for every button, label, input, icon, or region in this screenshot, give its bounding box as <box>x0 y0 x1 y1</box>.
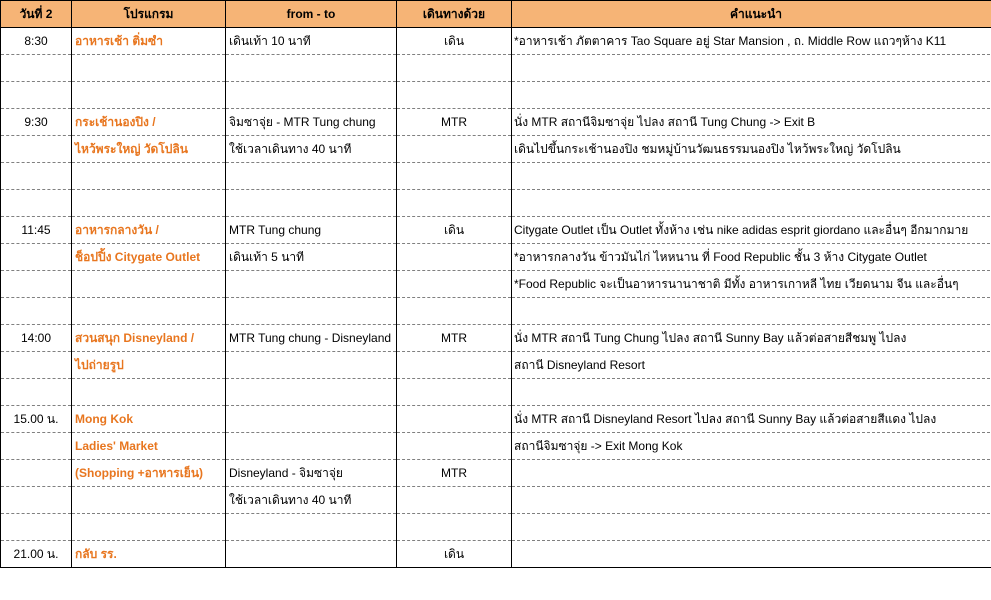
time-cell[interactable]: 9:30 <box>1 109 72 136</box>
tip-cell[interactable]: สถานี Disneyland Resort <box>512 352 991 379</box>
table-row <box>1 514 991 541</box>
time-cell[interactable] <box>1 55 72 82</box>
tip-cell[interactable]: *อาหารเช้า ภัตตาคาร Tao Square อยู่ Star Mansion , ถ. Middle Row แถวๆห้าง K11 <box>512 28 991 55</box>
tip-cell[interactable] <box>512 298 991 325</box>
tip-cell[interactable]: Citygate Outlet เป็น Outlet ทั้งห้าง เช่น nike adidas esprit giordano และอื่นๆ อีกมากมาย <box>512 217 991 244</box>
table-row <box>1 190 991 217</box>
tip-cell[interactable] <box>512 379 991 406</box>
program-cell[interactable]: (Shopping +อาหารเย็น) <box>72 460 226 487</box>
header-day[interactable]: วันที่ 2 <box>1 1 72 28</box>
program-cell[interactable] <box>72 163 226 190</box>
route-cell[interactable] <box>226 406 397 433</box>
table-row <box>1 298 991 325</box>
table-row <box>1 379 991 406</box>
time-cell[interactable] <box>1 271 72 298</box>
table-row <box>1 163 991 190</box>
tip-cell[interactable] <box>512 541 991 568</box>
time-cell[interactable] <box>1 298 72 325</box>
program-cell[interactable]: กลับ รร. <box>72 541 226 568</box>
time-cell[interactable]: 15.00 น. <box>1 406 72 433</box>
travel-cell[interactable]: MTR <box>397 460 512 487</box>
route-cell[interactable] <box>226 82 397 109</box>
travel-cell[interactable] <box>397 514 512 541</box>
program-cell[interactable]: กระเช้านองปิง / <box>72 109 226 136</box>
table-row <box>1 136 991 163</box>
travel-cell[interactable] <box>397 55 512 82</box>
route-cell[interactable] <box>226 352 397 379</box>
table-row <box>1 271 991 298</box>
travel-cell[interactable] <box>397 379 512 406</box>
header-program[interactable]: โปรแกรม <box>72 1 226 28</box>
route-cell[interactable] <box>226 541 397 568</box>
program-cell[interactable]: ไปถ่ายรูป <box>72 352 226 379</box>
route-cell[interactable]: ใช้เวลาเดินทาง 40 นาที <box>226 487 397 514</box>
tip-cell[interactable] <box>512 514 991 541</box>
table-row <box>1 352 991 379</box>
tip-cell[interactable]: *อาหารกลางวัน ข้าวมันไก่ ไหหนาน ที่ Food Republic ชั้น 3 ห้าง Citygate Outlet <box>512 244 991 271</box>
time-cell[interactable] <box>1 460 72 487</box>
header-travel[interactable]: เดินทางด้วย <box>397 1 512 28</box>
route-cell[interactable]: Disneyland - จิมซาจุ่ย <box>226 460 397 487</box>
tip-cell[interactable]: นั่ง MTR สถานี Disneyland Resort ไปลง สถานี Sunny Bay แล้วต่อสายสีแดง ไปลง <box>512 406 991 433</box>
time-cell[interactable] <box>1 82 72 109</box>
route-cell[interactable] <box>226 514 397 541</box>
tip-cell[interactable]: นั่ง MTR สถานีจิมซาจุ่ย ไปลง สถานี Tung Chung -> Exit B <box>512 109 991 136</box>
tip-cell[interactable] <box>512 190 991 217</box>
time-cell[interactable] <box>1 379 72 406</box>
program-cell[interactable]: ช็อปปิ้ง Citygate Outlet <box>72 244 226 271</box>
table-row <box>1 325 991 352</box>
table-row <box>1 55 991 82</box>
program-cell[interactable]: อาหารกลางวัน / <box>72 217 226 244</box>
program-cell[interactable] <box>72 379 226 406</box>
travel-cell[interactable]: เดิน <box>397 541 512 568</box>
route-cell[interactable]: MTR Tung chung <box>226 217 397 244</box>
route-cell[interactable]: จิมซาจุ่ย - MTR Tung chung <box>226 109 397 136</box>
time-cell[interactable]: 21.00 น. <box>1 541 72 568</box>
header-from-to[interactable]: from - to <box>226 1 397 28</box>
tip-cell[interactable]: สถานีจิมซาจุ่ย -> Exit Mong Kok <box>512 433 991 460</box>
time-cell[interactable]: 8:30 <box>1 28 72 55</box>
table-row <box>1 406 991 433</box>
tip-cell[interactable] <box>512 487 991 514</box>
time-cell[interactable]: 14:00 <box>1 325 72 352</box>
route-cell[interactable] <box>226 298 397 325</box>
travel-cell[interactable] <box>397 433 512 460</box>
time-cell[interactable] <box>1 433 72 460</box>
tip-cell[interactable]: เดินไปขึ้นกระเช้านองปิง ชมหมู่บ้านวัฒนธรรมนองปิง ไหว้พระใหญ่ วัดโปลิน <box>512 136 991 163</box>
route-cell[interactable]: ใช้เวลาเดินทาง 40 นาที <box>226 136 397 163</box>
header-tips[interactable]: คำแนะนำ <box>512 1 991 28</box>
route-cell[interactable] <box>226 163 397 190</box>
program-cell[interactable]: Mong Kok <box>72 406 226 433</box>
table-row <box>1 28 991 55</box>
route-cell[interactable] <box>226 190 397 217</box>
table-row <box>1 433 991 460</box>
travel-cell[interactable] <box>397 406 512 433</box>
route-cell[interactable] <box>226 271 397 298</box>
travel-cell[interactable]: เดิน <box>397 217 512 244</box>
travel-cell[interactable] <box>397 487 512 514</box>
tip-cell[interactable] <box>512 55 991 82</box>
program-cell[interactable]: Ladies' Market <box>72 433 226 460</box>
time-cell[interactable]: 11:45 <box>1 217 72 244</box>
program-cell[interactable]: สวนสนุก Disneyland / <box>72 325 226 352</box>
travel-cell[interactable] <box>397 163 512 190</box>
travel-cell[interactable] <box>397 271 512 298</box>
header-row <box>1 1 991 28</box>
time-cell[interactable] <box>1 163 72 190</box>
table-row <box>1 109 991 136</box>
program-cell[interactable] <box>72 271 226 298</box>
program-cell[interactable] <box>72 298 226 325</box>
route-cell[interactable]: เดินเท้า 10 นาที <box>226 28 397 55</box>
travel-cell[interactable]: MTR <box>397 325 512 352</box>
time-cell[interactable] <box>1 190 72 217</box>
table-row <box>1 487 991 514</box>
travel-cell[interactable] <box>397 244 512 271</box>
program-cell[interactable] <box>72 487 226 514</box>
travel-cell[interactable] <box>397 190 512 217</box>
program-cell[interactable] <box>72 190 226 217</box>
tip-cell[interactable]: *Food Republic จะเป็นอาหารนานาชาติ มีทั้ง อาหารเกาหลี ไทย เวียดนาม จีน และอื่นๆ <box>512 271 991 298</box>
time-cell[interactable] <box>1 136 72 163</box>
tip-cell[interactable] <box>512 460 991 487</box>
program-cell[interactable]: ไหว้พระใหญ่ วัดโปลิน <box>72 136 226 163</box>
table-row <box>1 217 991 244</box>
table-row <box>1 541 991 568</box>
program-cell[interactable] <box>72 514 226 541</box>
table-row <box>1 244 991 271</box>
time-cell[interactable] <box>1 514 72 541</box>
travel-cell[interactable] <box>397 136 512 163</box>
travel-cell[interactable] <box>397 352 512 379</box>
travel-cell[interactable] <box>397 82 512 109</box>
time-cell[interactable] <box>1 244 72 271</box>
table-row <box>1 82 991 109</box>
program-cell[interactable]: อาหารเช้า ติ่มซำ <box>72 28 226 55</box>
route-cell[interactable] <box>226 55 397 82</box>
tip-cell[interactable] <box>512 82 991 109</box>
travel-cell[interactable]: เดิน <box>397 28 512 55</box>
time-cell[interactable] <box>1 487 72 514</box>
route-cell[interactable]: MTR Tung chung - Disneyland <box>226 325 397 352</box>
route-cell[interactable] <box>226 433 397 460</box>
tip-cell[interactable]: นั่ง MTR สถานี Tung Chung ไปลง สถานี Sunny Bay แล้วต่อสายสีชมพู ไปลง <box>512 325 991 352</box>
travel-cell[interactable]: MTR <box>397 109 512 136</box>
table-body <box>1 28 991 568</box>
travel-cell[interactable] <box>397 298 512 325</box>
program-cell[interactable] <box>72 55 226 82</box>
table-row <box>1 460 991 487</box>
program-cell[interactable] <box>72 82 226 109</box>
route-cell[interactable]: เดินเท้า 5 นาที <box>226 244 397 271</box>
time-cell[interactable] <box>1 352 72 379</box>
route-cell[interactable] <box>226 379 397 406</box>
tip-cell[interactable] <box>512 163 991 190</box>
